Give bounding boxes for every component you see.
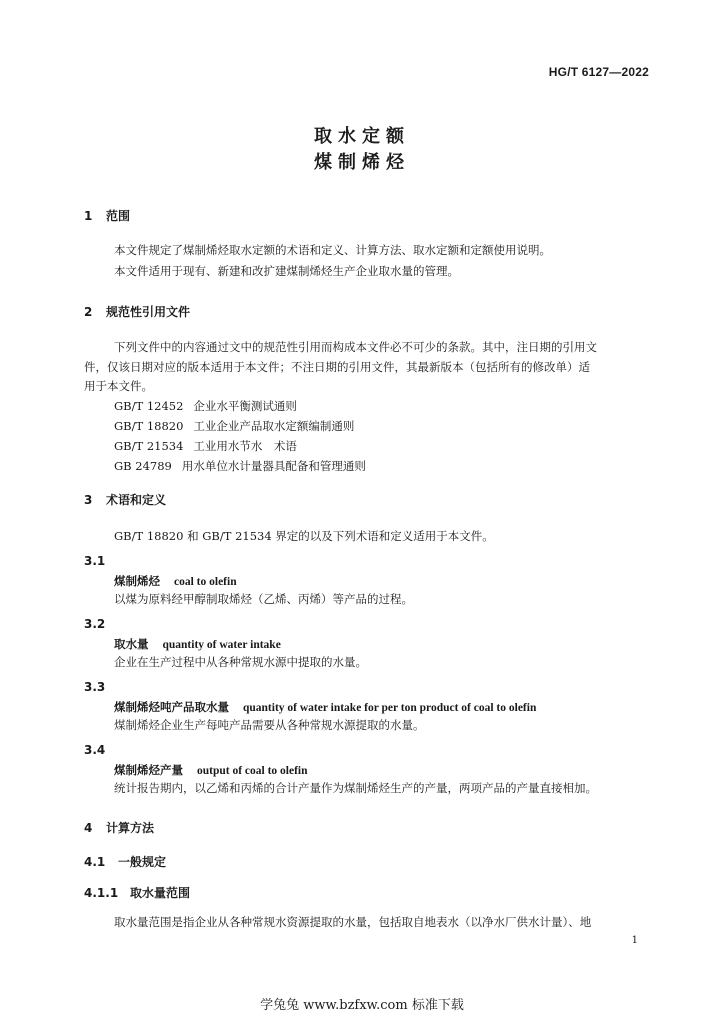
term-3-3-title — [114, 699, 536, 715]
subsection-number: 4.1.1 — [84, 886, 119, 900]
term-chinese: 取水量 — [114, 637, 149, 651]
term-3-4-number: 3.4 — [84, 743, 106, 757]
page-number: 1 — [631, 935, 638, 946]
section-number: 3 — [84, 493, 93, 507]
section-1-paragraph-2: 本文件适用于现有、新建和改扩建煤制烯烃生产企业取水量的管理。 — [114, 264, 459, 278]
reference-name: 工业用水节水 术语 — [193, 439, 297, 453]
term-3-3-definition: 煤制烯烃企业生产每吨产品需要从各种常规水源提取的水量。 — [114, 718, 425, 732]
term-3-2-title — [114, 636, 281, 652]
section-title: 计算方法 — [106, 821, 155, 835]
normative-reference — [114, 398, 297, 414]
term-english: quantity of water intake — [162, 639, 281, 651]
reference-code: GB/T 21534 — [114, 439, 184, 453]
reference-code: GB 24789 — [114, 459, 172, 473]
section-2-paragraph-line-3: 用于本文件。 — [84, 379, 153, 393]
term-3-2-number: 3.2 — [84, 617, 106, 631]
term-3-4-title — [114, 762, 308, 778]
reference-code: GB/T 12452 — [114, 399, 184, 413]
section-title: 术语和定义 — [106, 493, 167, 507]
section-3-intro: GB/T 18820 和 GB/T 21534 界定的以及下列术语和定义适用于本文件。 — [114, 529, 494, 543]
section-number: 2 — [84, 305, 93, 319]
section-number: 4 — [84, 821, 93, 835]
normative-reference — [114, 438, 297, 454]
term-3-3-number: 3.3 — [84, 680, 106, 694]
term-3-2-definition: 企业在生产过程中从各种常规水源中提取的水量。 — [114, 655, 367, 669]
standard-code: HG/T 6127—2022 — [548, 65, 649, 79]
term-chinese: 煤制烯烃产量 — [114, 763, 183, 777]
section-4-heading — [84, 819, 154, 836]
section-2-paragraph-line-2: 件，仅该日期对应的版本适用于本文件；不注日期的引用文件，其最新版本（包括所有的修改单）适 — [84, 360, 590, 374]
reference-name: 工业企业产品取水定额编制通则 — [193, 419, 355, 433]
term-english: coal to olefin — [174, 576, 237, 588]
reference-name: 用水单位水计量器具配备和管理通则 — [181, 459, 366, 473]
term-3-4-definition: 统计报告期内，以乙烯和丙烯的合计产量作为煤制烯烃生产的产量，两项产品的产量直接相加。 — [114, 781, 597, 795]
document-title-line2: 煤制烯烃 — [314, 152, 410, 173]
section-1-paragraph-1: 本文件规定了煤制烯烃取水定额的术语和定义、计算方法、取水定额和定额使用说明。 — [114, 243, 551, 257]
document-title-line1: 取水定额 — [314, 126, 410, 147]
term-3-1-definition: 以煤为原料经甲醇制取烯烃（乙烯、丙烯）等产品的过程。 — [114, 592, 413, 606]
subsection-4-1-heading — [84, 853, 166, 870]
subsection-title: 取水量范围 — [130, 886, 191, 900]
reference-name: 企业水平衡测试通则 — [193, 399, 297, 413]
subsection-number: 4.1 — [84, 855, 106, 869]
section-2-paragraph-line-1: 下列文件中的内容通过文中的规范性引用而构成本文件必不可少的条款。其中，注日期的引用文 — [114, 340, 597, 354]
reference-code: GB/T 18820 — [114, 419, 184, 433]
footer-watermark: 学兔兔 www.bzfxw.com 标准下载 — [260, 998, 464, 1013]
section-title: 规范性引用文件 — [106, 305, 191, 319]
term-english: quantity of water intake for per ton product of coal to olefin — [243, 702, 537, 714]
subsection-title: 一般规定 — [118, 855, 167, 869]
section-1-heading — [84, 207, 130, 224]
section-4-paragraph-1: 取水量范围是指企业从各种常规水资源提取的水量，包括取自地表水（以净水厂供水计量）、地 — [114, 915, 592, 929]
normative-reference — [114, 418, 354, 434]
subsection-4-1-1-heading — [84, 884, 190, 901]
term-3-1-number: 3.1 — [84, 554, 106, 568]
section-title: 范围 — [106, 209, 131, 223]
term-chinese: 煤制烯烃吨产品取水量 — [114, 700, 229, 714]
section-2-heading — [84, 303, 190, 320]
section-3-heading — [84, 491, 166, 508]
term-english: output of coal to olefin — [197, 765, 308, 777]
normative-reference — [114, 458, 366, 474]
term-3-1-title — [114, 573, 237, 589]
term-chinese: 煤制烯烃 — [114, 574, 160, 588]
section-number: 1 — [84, 209, 93, 223]
